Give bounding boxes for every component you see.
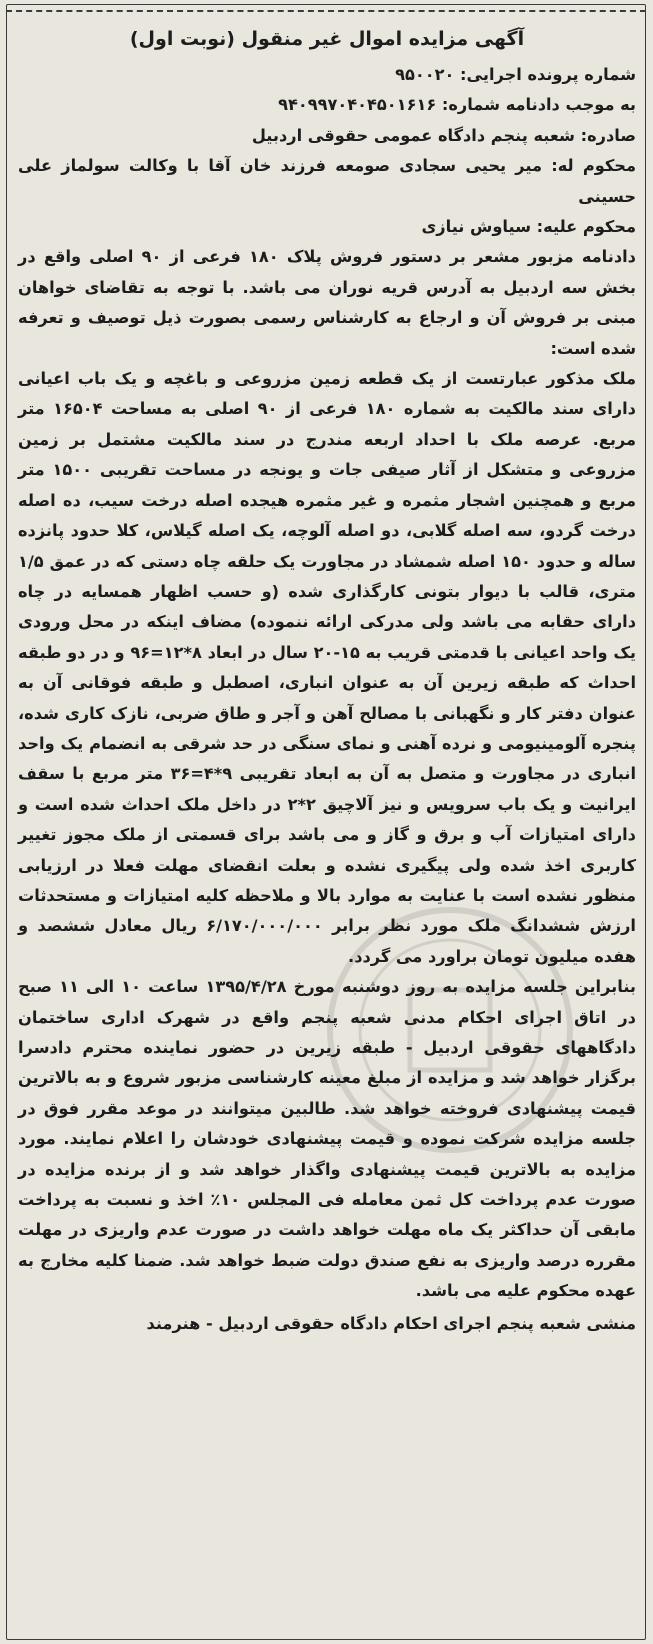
issuer-value: شعبه پنجم دادگاه عمومی حقوقی اردبیل bbox=[251, 125, 575, 145]
signature-line: منشی شعبه پنجم اجرای احکام دادگاه حقوقی اردبیل - هنرمند bbox=[146, 1313, 636, 1333]
judgment-label: به موجب دادنامه شماره: bbox=[441, 95, 636, 115]
plaintiff-label: محکوم له: bbox=[551, 156, 636, 176]
notice-title: آگهی مزایده اموال غیر منقول (نوبت اول) bbox=[129, 28, 525, 50]
issuer-row bbox=[18, 121, 636, 151]
defendant-value: سیاوش نیازی bbox=[421, 217, 532, 237]
paragraph-property-description: ملک مذکور عبارتست از یک قطعه زمین مزروعی و باغچه و یک باب اعیانی دارای سند مالکیت به شماره ۱۸۰ فرعی از ۹۰ اصلی به مساحت ۱۶۵۰۴ متر مربع. عرصه ملک با احداد اربعه مندرج در سند مالکیت مشتمل بر زمین مزروعی و متشکل از آثار صیفی جات و یونجه در مساحت تقریبی ۱۵۰۰ متر مربع و همچنین اشجار مثمره و غیر مثمره هیجده اصله درخت سیب، ده اصله درخت گردو، سه اصله گلابی، دو اصله آلوچه، یک اصله گیلاس، کلا حدود پانزده ساله و حدود ۱۵۰ اصله شمشاد در مجاورت یک حلقه چاه دستی که در عمق ۱/۵ متری، قالب با دیوار بتونی کارگذاری شده (و حسب اظهار همسایه در چاه دارای حقابه می باشد ولی مدرکی ارائه ننموده) مضاف اینکه در محل ورودی یک واحد اعیانی با قدمتی قریب به ۱۵-۲۰ سال در ابعاد ۸*۱۲=۹۶ و در دو طبقه احداث که طبقه زیرین آن به عنوان انباری، اصطبل و طبقه فوقانی آن به عنوان دفتر کار و نگهبانی با مصالح آهن و آجر و طاق ضربی، نازک کاری شده، پنجره آلومینیومی و نرده آهنی و نمای سنگی در حد شرقی به انضمام یک واحد انباری در مجاورت و متصل به آن به ابعاد تقریبی ۹*۴=۳۶ متر مربع با سقف ایرانیت و یک باب سرویس و نیز آلاچیق ۲*۲ در داخل ملک احداث شده است و دارای امتیازات آب و برق و گاز و می باشد برای قسمتی از ملک مجوز تغییر کاربری اخذ شده ولی پیگیری نشده و بعلت انقضای مهلت فعلا در ارزیابی منظور نشده است با عنایت به موارد بالا و ملاحظه کلیه امتیازات و مستحدثات ارزش ششدانگ ملک مورد نظر برابر ۶/۱۷۰/۰۰۰/۰۰۰ ریال معادل ششصد و هفده میلیون تومان براورد می گردد. bbox=[18, 369, 636, 966]
paragraph-judgment-summary: دادنامه مزبور مشعر بر دستور فروش پلاک ۱۸۰ فرعی از ۹۰ اصلی واقع در بخش سه اردبیل به آدرس قریه نوران می باشد. با توجه به تقاضای خواهان مبنی بر فروش آن و ارجاع به کارشناس رسمی بصورت ذیل توصیف و تعرفه شده است: bbox=[18, 247, 636, 358]
case-number-label: شماره پرونده اجرایی: bbox=[460, 65, 636, 84]
plaintiff-row bbox=[18, 151, 636, 212]
notice-body bbox=[12, 22, 638, 1634]
case-number-value: ۹۵۰۰۲۰ bbox=[395, 65, 455, 84]
judgment-number: ۹۴۰۹۹۷۰۴۰۴۵۰۱۶۱۶ bbox=[278, 95, 437, 115]
defendant-label: محکوم علیه: bbox=[536, 217, 636, 237]
case-number-row bbox=[18, 60, 636, 90]
issuer-label: صادره: bbox=[580, 125, 636, 145]
defendant-row bbox=[18, 212, 636, 242]
plaintiff-value: میر یحیی سجادی صومعه فرزند خان آقا با وکالت سولماز علی حسینی bbox=[18, 156, 636, 206]
paragraph-auction-terms: بنابراین جلسه مزایده به روز دوشنبه مورخ ۱۳۹۵/۴/۲۸ ساعت ۱۰ الی ۱۱ صبح در اتاق اجرای احکام مدنی شعبه پنجم واقع در شهرک اداری ساختمان دادگاههای حقوقی اردبیل - طبقه زیرین در حضور نماینده محترم دادسرا برگزار خواهد شد و مزایده از مبلغ معینه کارشناسی مزبور شروع و به بالاترین قیمت پیشنهادی فروخته خواهد شد. طالبین میتوانند در موعد مقرر فوق در جلسه مزایده شرکت نموده و قیمت پیشنهادی خودشان را اعلام نمایند. مورد مزایده به بالاترین قیمت پیشنهادی واگذار خواهد شد و از برنده مزایده در صورت عدم پرداخت کل ثمن معامله فی المجلس ۱۰٪ اخذ و نسبت به پرداخت مابقی آن حداکثر یک ماه مهلت خواهد داشت در صورت عدم واریزی در مهلت مقرره درصد واریزی به نفع صندق دولت ضبط خواهد شد. ضمنا کلیه مخارج به عهده محکوم علیه می باشد. bbox=[18, 977, 637, 1301]
judgment-row bbox=[18, 90, 636, 120]
top-dashed-rule bbox=[6, 10, 646, 12]
